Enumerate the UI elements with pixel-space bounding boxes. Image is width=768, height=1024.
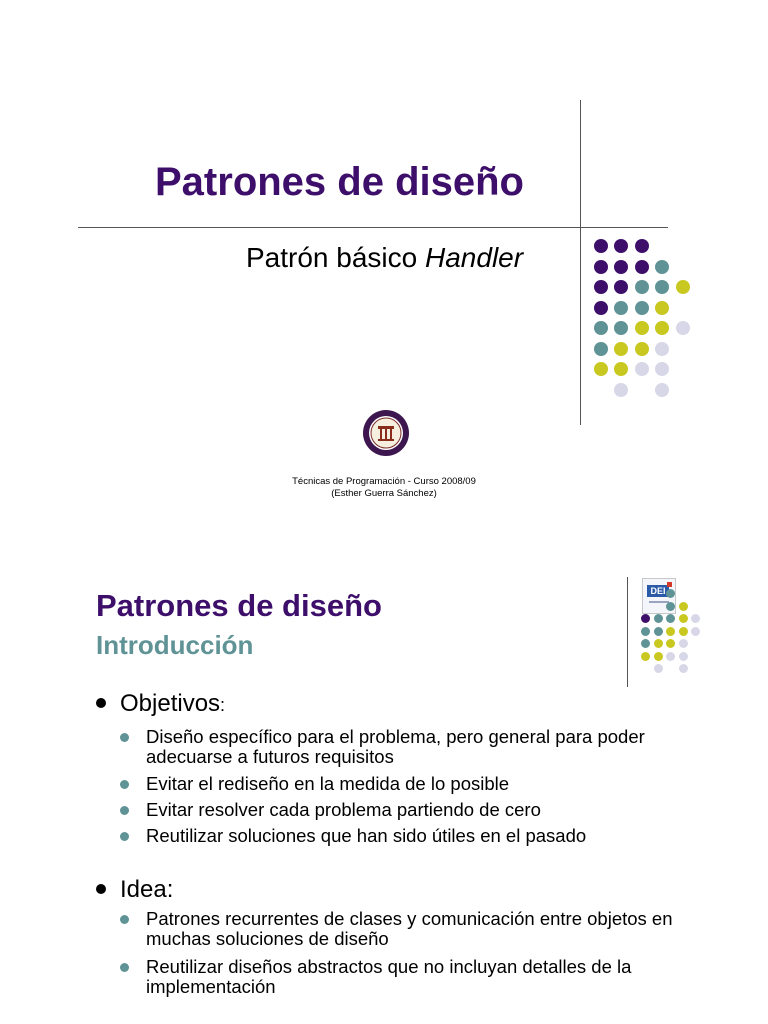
slide1-author-line: (Esther Guerra Sánchez) bbox=[331, 488, 437, 499]
decorative-dot bbox=[614, 383, 628, 397]
decorative-dot bbox=[691, 627, 700, 636]
decorative-dot bbox=[666, 627, 675, 636]
slide1-vertical-rule bbox=[580, 100, 581, 425]
bullet-dot-icon bbox=[120, 832, 129, 841]
slide2-subtitle: Introducción bbox=[96, 630, 254, 660]
bullet-dot-icon bbox=[120, 806, 129, 815]
bullet-dot-icon bbox=[96, 698, 106, 708]
list-item-text: Evitar el rediseño en la medida de lo posible bbox=[146, 773, 510, 794]
list-item-text: Reutilizar diseños abstractos que no incluyan detalles de la implementación bbox=[146, 956, 632, 997]
university-seal-icon bbox=[362, 409, 410, 457]
decorative-dot bbox=[654, 639, 663, 648]
slide1-footer bbox=[234, 476, 534, 500]
decorative-dot bbox=[691, 614, 700, 623]
decorative-dot bbox=[655, 321, 669, 335]
decorative-dot bbox=[666, 652, 675, 661]
list-item bbox=[120, 800, 700, 820]
decorative-dot bbox=[594, 239, 608, 253]
decorative-dot bbox=[655, 362, 669, 376]
decorative-dot bbox=[594, 362, 608, 376]
decorative-dot bbox=[635, 321, 649, 335]
slide1-course-line: Técnicas de Programación - Curso 2008/09 bbox=[292, 476, 476, 487]
decorative-dot bbox=[654, 652, 663, 661]
list-item bbox=[120, 826, 700, 846]
decorative-dot bbox=[594, 342, 608, 356]
slide1-title: Patrones de diseño bbox=[155, 160, 524, 204]
decorative-dot bbox=[676, 321, 690, 335]
decorative-dot bbox=[655, 260, 669, 274]
decorative-dot bbox=[594, 321, 608, 335]
decorative-dot bbox=[635, 362, 649, 376]
decorative-dot bbox=[654, 614, 663, 623]
bullet-dot-icon bbox=[120, 963, 129, 972]
decorative-dot bbox=[676, 280, 690, 294]
bullet-dot-icon bbox=[120, 915, 129, 924]
decorative-dot bbox=[594, 280, 608, 294]
decorative-dot bbox=[635, 301, 649, 315]
slide1-subtitle-plain: Patrón básico bbox=[246, 242, 425, 273]
section-heading-suffix: : bbox=[166, 876, 174, 903]
section-heading-idea bbox=[96, 876, 173, 904]
decorative-dot bbox=[655, 342, 669, 356]
decorative-dot bbox=[666, 614, 675, 623]
decorative-dot bbox=[654, 627, 663, 636]
list-item bbox=[120, 727, 700, 767]
decorative-dot bbox=[666, 589, 675, 598]
decorative-dot bbox=[635, 280, 649, 294]
decorative-dot bbox=[614, 239, 628, 253]
list-item bbox=[120, 957, 700, 997]
decorative-dot bbox=[614, 280, 628, 294]
dei-logo-text: DEI bbox=[647, 585, 669, 597]
decorative-dot bbox=[655, 280, 669, 294]
slide1-subtitle-italic: Handler bbox=[425, 242, 524, 273]
bullet-dot-icon bbox=[120, 733, 129, 742]
section-heading-text: Idea bbox=[120, 876, 167, 903]
decorative-dot bbox=[679, 652, 688, 661]
decorative-dot bbox=[655, 301, 669, 315]
slide2-title: Patrones de diseño bbox=[96, 588, 382, 623]
decorative-dot bbox=[594, 260, 608, 274]
decorative-dot bbox=[635, 239, 649, 253]
bullet-dot-icon bbox=[120, 780, 129, 789]
decorative-dot bbox=[679, 614, 688, 623]
list-item-text: Evitar resolver cada problema partiendo de cero bbox=[146, 799, 541, 820]
decorative-dot bbox=[614, 260, 628, 274]
decorative-dot bbox=[614, 342, 628, 356]
list-item-text: Reutilizar soluciones que han sido útiles en el pasado bbox=[146, 825, 587, 846]
decorative-dot bbox=[666, 602, 675, 611]
decorative-dot bbox=[614, 362, 628, 376]
decorative-dot bbox=[614, 301, 628, 315]
section-heading-suffix: : bbox=[220, 695, 226, 715]
decorative-dot bbox=[655, 383, 669, 397]
slide1-subtitle bbox=[246, 242, 523, 274]
decorative-dot bbox=[679, 627, 688, 636]
decorative-dot bbox=[641, 627, 650, 636]
list-item-text: Patrones recurrentes de clases y comunicación entre objetos en muchas soluciones de diseño bbox=[146, 908, 673, 949]
section-heading-objetivos bbox=[96, 690, 225, 718]
decorative-dot bbox=[635, 342, 649, 356]
list-item bbox=[120, 909, 700, 949]
bullet-dot-icon bbox=[96, 884, 106, 894]
list-item bbox=[120, 774, 700, 794]
decorative-dot bbox=[635, 260, 649, 274]
decorative-dot bbox=[654, 664, 663, 673]
dei-logo-mark bbox=[667, 582, 672, 587]
decorative-dot bbox=[594, 301, 608, 315]
decorative-dot bbox=[679, 639, 688, 648]
decorative-dot bbox=[641, 639, 650, 648]
decorative-dot bbox=[679, 664, 688, 673]
list-item-text: Diseño específico para el problema, pero general para poder adecuarse a futuros requisitos bbox=[146, 726, 645, 767]
slide2-vertical-rule bbox=[627, 577, 628, 687]
decorative-dot bbox=[641, 614, 650, 623]
decorative-dot bbox=[641, 652, 650, 661]
decorative-dot bbox=[666, 639, 675, 648]
decorative-dot bbox=[614, 321, 628, 335]
section-heading-text: Objetivos bbox=[120, 690, 221, 717]
decorative-dot bbox=[679, 602, 688, 611]
